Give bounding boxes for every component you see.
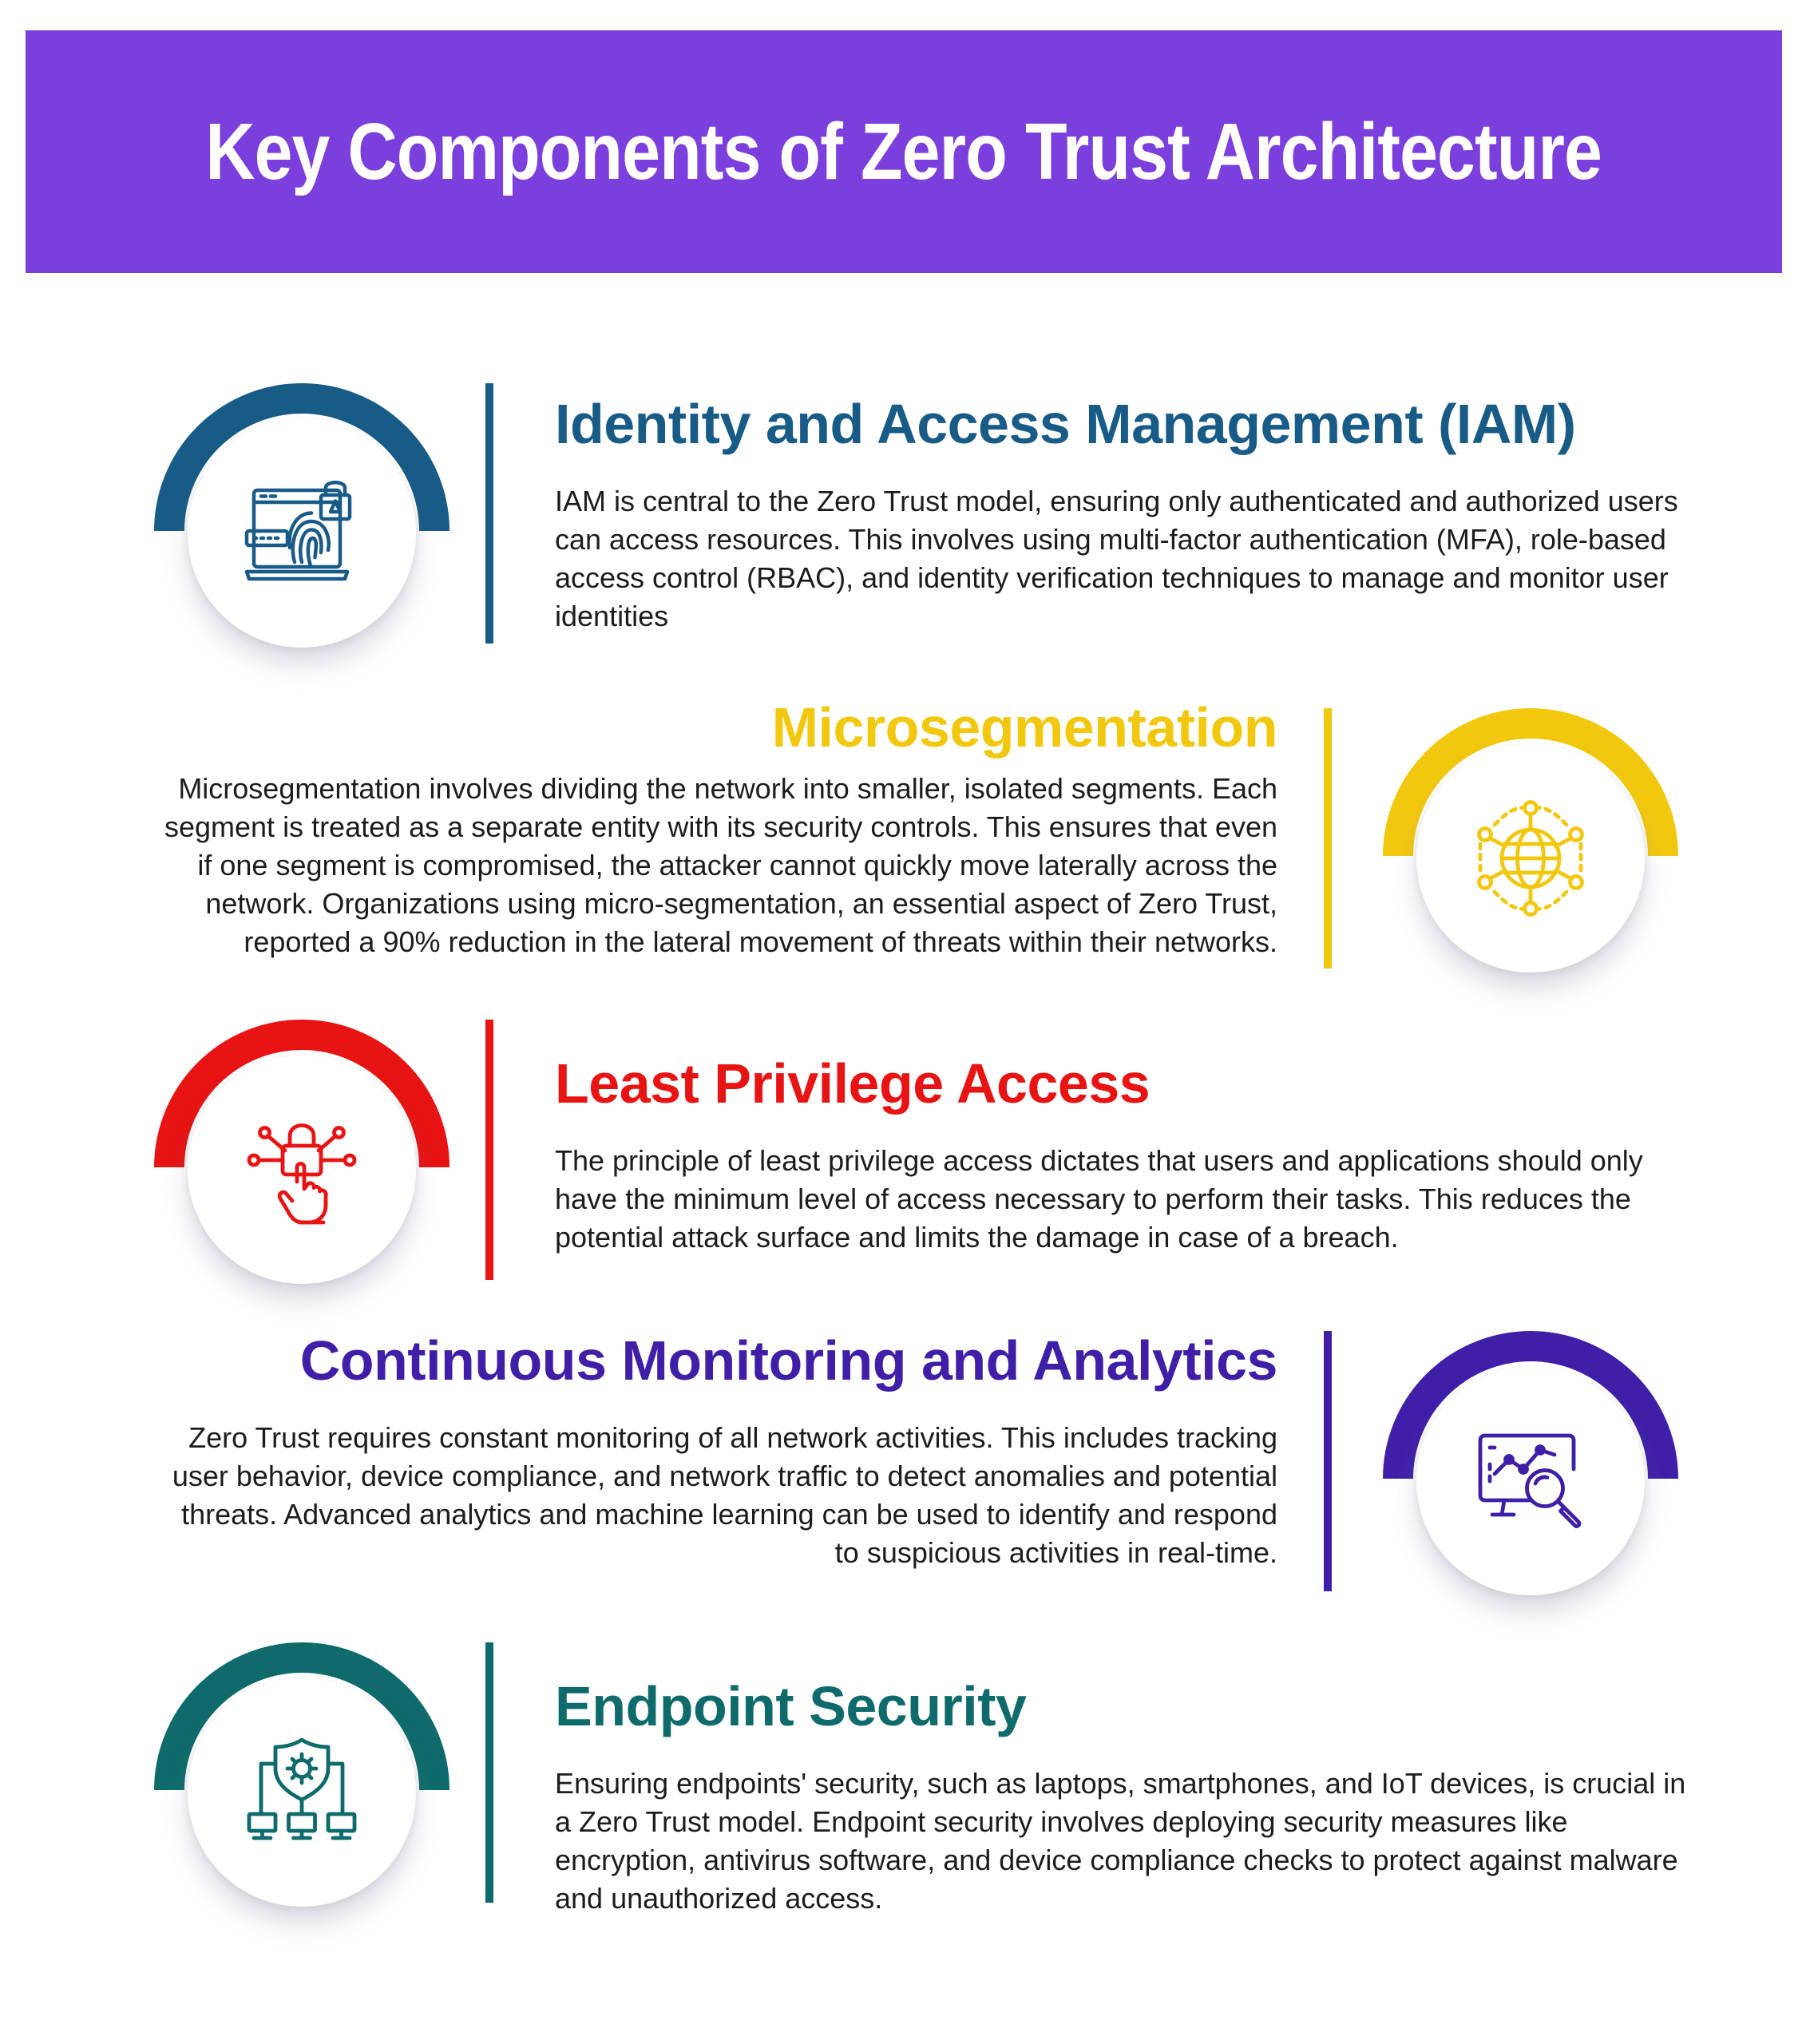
least-privilege-heading: Least Privilege Access (555, 1052, 1151, 1115)
least-privilege-body: The principle of least privilege access dictates that users and applications should only have the minimum level of access necessary to perform their tasks. This reduces the potential attack surface and limits the damage in case of a breach. (555, 1144, 1643, 1254)
microsegmentation-heading: Microsegmentation (771, 696, 1277, 759)
monitor-magnifier-icon (1471, 1421, 1590, 1541)
monitoring-icon-badge (1383, 1331, 1678, 1602)
monitoring-section (164, 1329, 1277, 1572)
iam-body: IAM is central to the Zero Trust model, ensuring only authenticated and authorized users can access resources. This involves using multi-factor authentication (MFA), role-based access control (RBAC), and identity verification techniques to manage and monitor user identities (555, 485, 1678, 633)
endpoint-body: Ensuring endpoints' security, such as laptops, smartphones, and IoT devices, is crucial in a Zero Trust model. Endpoint security involves deploying security measures like encryption, antivirus software, and device compliance checks to protect against malware and unauthorized access. (555, 1767, 1686, 1915)
least-privilege-icon-badge (154, 1020, 450, 1291)
title-banner (26, 30, 1782, 273)
shield-network-icon (242, 1733, 362, 1852)
globe-network-icon (1471, 798, 1590, 918)
endpoint-icon-badge (154, 1642, 450, 1914)
microsegmentation-body: Microsegmentation involves dividing the network into smaller, isolated segments. Each segment is treated as a separate entity with its security controls. This ensures that even if one segment is compromised, the attacker cannot quickly move laterally across the network. Organizations using micro-segmentation, an essential aspect of Zero Trust, reported a 90% reduction in the lateral movement of threats within their networks. (164, 772, 1277, 959)
monitoring-body: Zero Trust requires constant monitoring of all network activities. This includes tracking user behavior, device compliance, and network traffic to detect anomalies and potential threats. Advanced analytics and machine learning can be used to identify and respond to suspicious activities in real-time. (172, 1421, 1277, 1570)
monitoring-divider (1324, 1331, 1332, 1591)
iam-icon-badge (154, 383, 450, 655)
microsegmentation-icon-badge (1383, 708, 1678, 980)
fingerprint-lock-icon (242, 473, 362, 593)
microsegmentation-divider (1324, 708, 1332, 969)
lock-hand-icon (242, 1110, 362, 1230)
iam-divider (485, 383, 493, 644)
endpoint-heading: Endpoint Security (555, 1675, 1027, 1737)
monitoring-heading: Continuous Monitoring and Analytics (299, 1329, 1277, 1392)
microsegmentation-section (164, 696, 1277, 961)
endpoint-divider (485, 1642, 493, 1903)
endpoint-section (555, 1675, 1689, 1918)
iam-section (555, 393, 1689, 636)
page-title: Key Components of Zero Trust Architecture (205, 106, 1602, 196)
least-privilege-divider (485, 1020, 493, 1280)
iam-heading: Identity and Access Management (IAM) (555, 393, 1576, 455)
least-privilege-section (555, 1052, 1689, 1257)
